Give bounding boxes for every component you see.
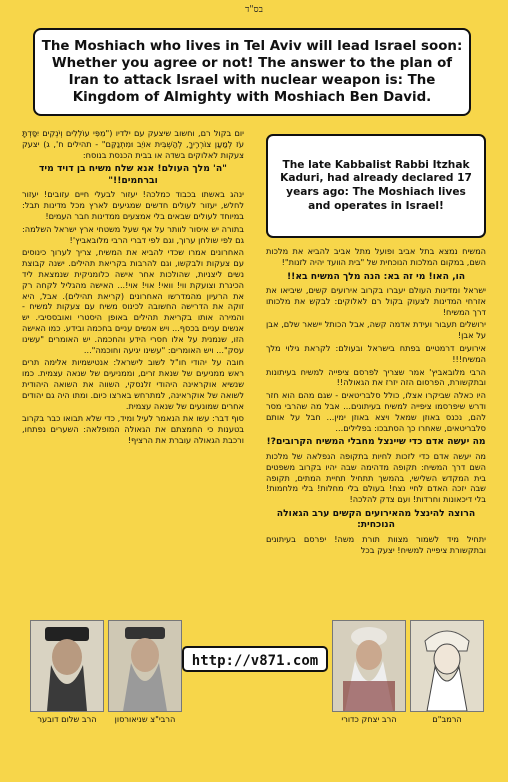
top-mark: בס"ד — [245, 5, 263, 15]
left-column — [22, 128, 244, 598]
portrait-photo — [332, 620, 406, 712]
right-paragraph: מה יעשה אדם כדי לזכות לחיות בתקופה הנפלאה של מלכות השם דרך המשיח: תקופה מדהימה שבה יהיו בקרוב משפטים בית המקדש השלישי, בהמשך תתחיל תחיית המתים, תקופה שבה יזכה האדם לחיי נצח! בעולם בלי מחלות! בלי מלחמות! בלי דיכאונות וחרדות! ועם צדק להלכה! — [266, 450, 486, 505]
right-paragraph: הרבי מלובאביץ' אמר שצריך לפרסם ציפייה למשיח בעיתונות ובתקשורת, הפרסום הזה יזרז את הגאולה!! — [266, 366, 486, 388]
right-paragraph: היו כאלה שביקרו אצלו, כולל סלבריטאים - שגם מהם הוא חזר ודרש שיפרסמו ציפייה למשיח בעיתונים... אבל מה שהרבי מסר להם, נכנס באוזן שמאל ויצא באוזן ימין... חבל על אותם סלבריטאים, שאחרו כך הסתבכו: בפלילים... — [266, 390, 486, 433]
portrait-caption: הרמב"ם — [432, 714, 462, 724]
right-paragraph: אירועים דרמטיים בפתח בישראל ובעולם: לקראת גילוי מלך המשיח!!! — [266, 343, 486, 364]
portrait-kaduri — [332, 620, 406, 726]
left-paragraph: האחרונים אמרו שכדי להביא את המשיח, צריך לערוך כינוסים עם צעקות ולבקשו, וגם להרבות בקריאת תהילים. ישנה קבוצת נשים ליצניות, שהולכות אחר אישה כלומניקית שנמצאת ליד הכינרת וצועקת ווי! וואי! אוי! אוי!... האישה מהגליל לקחה רק את הרעיון מהמדרשו האחרונים (קריאת תהילים). אבל, היא זוקה את הדרישה החשובה לכינוס משיח עם צעקות למשיח - והמירה אותו בקריאת תהילים באופן היסטרי ואובססיבי. יש אנשים עניים בכסף... ויש אנשים עניים בחכמה ובידע. כמו האישה הזו, שנמנית על אלו חסרי הידע והחכמה. יש האומרים "עשינו עסק"... ויש האומרים: "עשינו יגיעה וחוכמה"... — [22, 247, 244, 355]
right-column — [266, 246, 486, 606]
right-paragraph: ירושלים תעבור ועידת אדמה קשה, אבל הכותל יישאר שלם, אבן על אבן! — [266, 319, 486, 341]
headline-box — [33, 28, 471, 116]
portrait-photo — [30, 620, 104, 712]
portrait-rambam — [410, 620, 484, 726]
portrait-rayatz — [108, 620, 182, 726]
right-heading: מה יעשה אדם כדי שיינצל מחבלי המשיח הקרובים?! — [266, 436, 486, 448]
left-paragraph: ינהג באשתו בכבוד כמלכה! יעזור לבעלי חיים עזובים! יעזור לחלש, יעזור לעולים חדשים שמגיעים לארץ מכל מדינות תבל: במיוחד לעולים שבאים בלי אמצעים ממדינות חבר העמים! — [22, 189, 244, 221]
right-heading: הו, האו! מי זה בא: הנה מלך המשיח בא!! — [286, 270, 466, 282]
portrait-caption: הרבי"צ שניאורסון — [114, 714, 176, 724]
prayer-heading: "ה' מלך העולם! אנא שלח משיח בן דויד מיד וברחמים!!" — [39, 163, 227, 186]
left-paragraph: חובה על יהודי חו"ל לשוב לישראל: אנטישמיות אלימה תרים ראש ממניעים של שנאת זרים, וממניעים של שנאה עצמית. כמו שנשיא אוקראינה היהודי זלנסקי, השווה את השואה היהודית לשואה של אוקראינה, למתרחש בארצו כיום. ומתו היה גם יהודים אחרים שמונעים של שנאה עצמית. — [22, 357, 244, 411]
callout-text: The late Kabbalist Rabbi Itzhak Kaduri, had already declared 17 years ago: The Moshiach lives and operates in Israel! — [280, 158, 472, 212]
headline-text: The Moshiach who lives in Tel Aviv will lead Israel soon: Whether you agree or not! The answer to the plan of Iran to attack Israel with nuclear weapon is: The Kingdom of Almighty with Moshiach Ben David. — [41, 39, 463, 105]
website-link[interactable]: http://v871.com — [182, 646, 328, 672]
right-paragraph: יתחיל מיד לשמור מצוות תורת משה! יפרסם בעיתונים ובתקשורת ציפייה למשיח! יצעק בכל — [266, 533, 486, 555]
right-paragraph: המשיח נמצא בתל אביב ופועל מתל אביב להביא את מלכות השם, במקום המלכות הנוכחית של "בית הוועד יהיה לזנות"! — [266, 246, 486, 267]
portrait-caption: הרב יצחק כדורי — [341, 714, 397, 724]
right-heading: הרוצה להינצל מהאירועים הקשים ערב הגאולה הנוכחית: — [276, 507, 476, 531]
left-paragraph: יום בקול רם, וחשוב שיצעק עם ילדיו ("מִפִּי עוֹלְלִים וְיֹנְקִים יִסַּדְתָּ עֹז לְמַעַן צוֹרְרֶיךָ, לְהַשְׁבִּית אוֹיֵב וּמִתְנַקֵּם" - תהילים ח', ג) יצעק צעקות לאלוקים בשדה או בבית הכנסת בנוסח: — [22, 128, 244, 160]
left-paragraph: סוף דבר: עשו את הנאמר לעיל ומיד, כדי שלא תבואו כבר בקרוב בטענות כי החמצתם את הגאולה המופלאה: השערים נפתחו, ורכבת הגאולה עוברת את הרציף! — [22, 413, 244, 445]
kaduri-callout — [266, 134, 486, 238]
portrait-shalom-dovber — [30, 620, 104, 726]
right-paragraph: ישראל ומדינות העולם יעברו בקרוב אירועים קשים, שיביאו את אזרחי המדינות לצעוק בקול רם לאלוקים: לבקש את מלכותו דרך המשיח! — [266, 285, 486, 317]
portrait-caption: הרב שלום דובער — [37, 714, 97, 724]
portrait-photo — [108, 620, 182, 712]
portrait-photo — [410, 620, 484, 712]
left-paragraph: בתורה יש איסור לוותר על אף שעל משטחי ארץ ישראל השלמה: גם לפי שולחן ערוך, וגם לפי דברי הרבי מלובאביץ'! — [22, 223, 244, 245]
